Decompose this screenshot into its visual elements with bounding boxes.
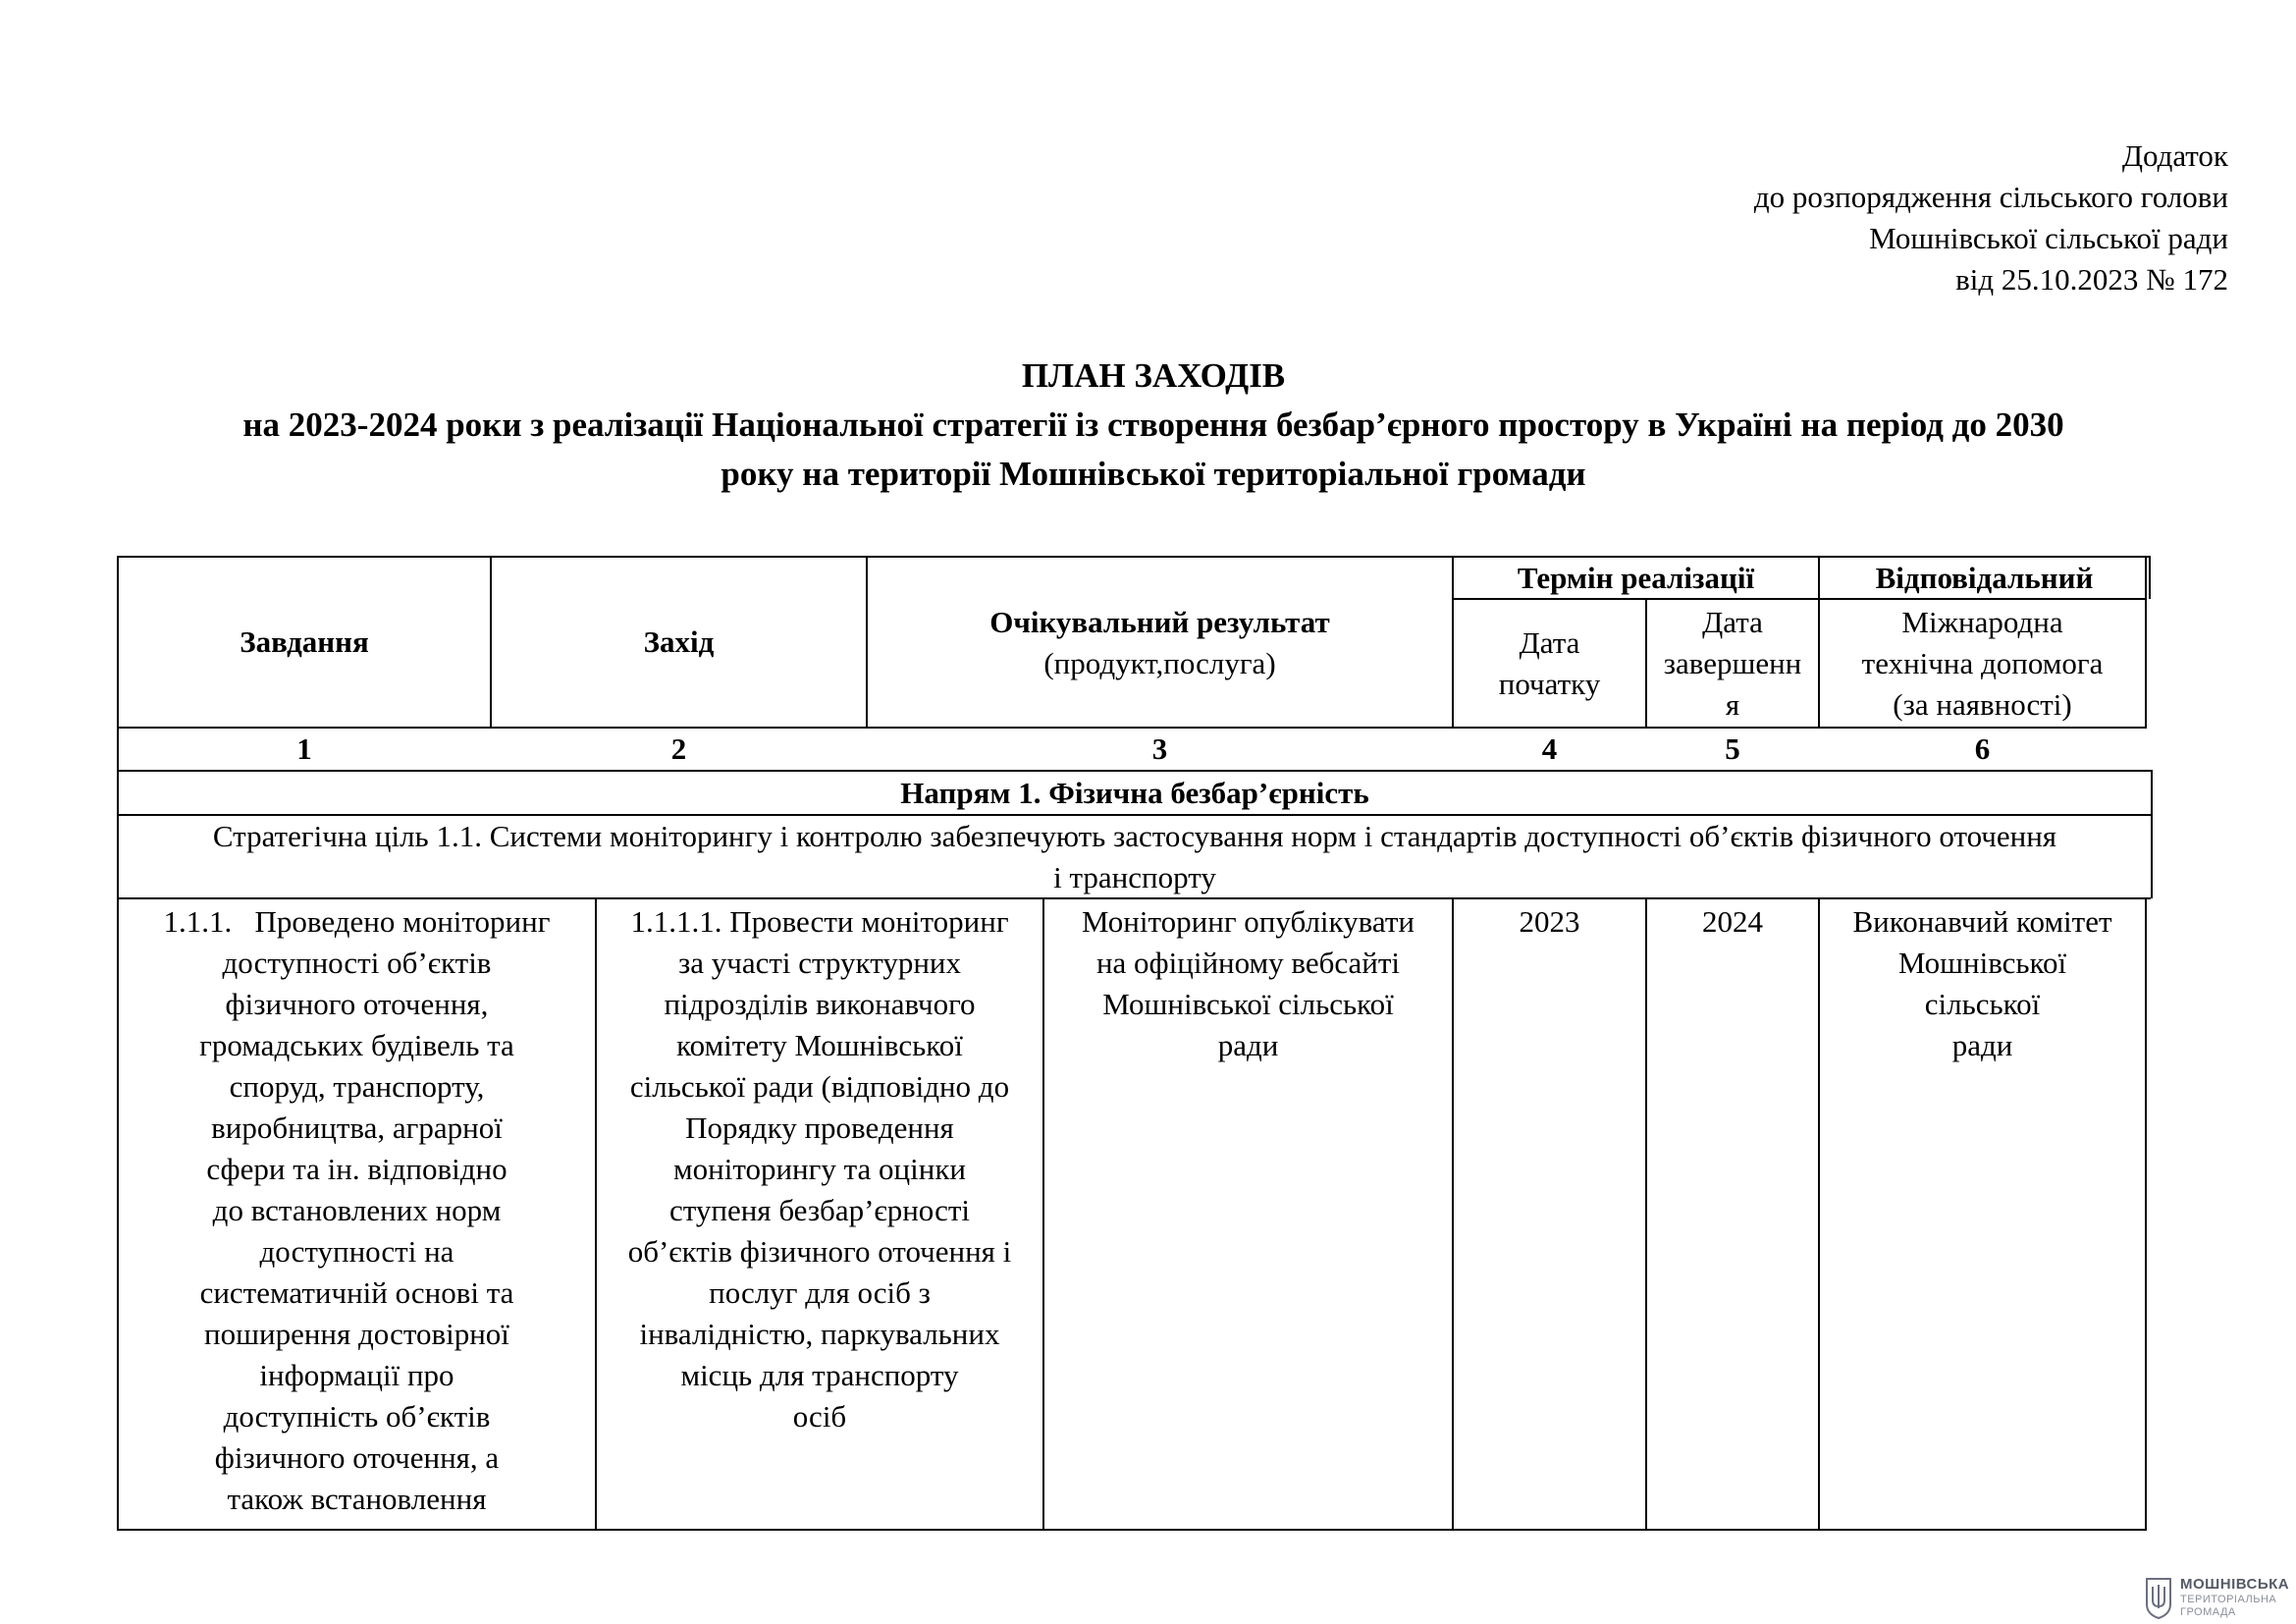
cell-text-line: споруд, транспорту, [229, 1069, 485, 1104]
result-cell [1044, 899, 1452, 1529]
cell-text-line: інформації про [259, 1358, 454, 1392]
column-number-label: 1 [296, 731, 312, 766]
column-number-label: 6 [1974, 731, 1991, 766]
appendix-block [1247, 135, 2228, 300]
responsible-cell [1820, 899, 2145, 1529]
cell-text-line: підрозділів виконавчого [664, 987, 976, 1021]
column-number [1647, 729, 1818, 770]
cell-text-line: поширення достовірної [204, 1317, 509, 1351]
header-start-line: Дата [1519, 624, 1580, 660]
title-line: на 2023-2024 роки з реалізації Національної стратегії із створення безбар’єрного простору в Україні на період до 2030 [242, 406, 2064, 444]
cell-text-line: також встановлення [227, 1482, 487, 1516]
cell-text-line: інвалідністю, паркувальних [639, 1317, 1000, 1351]
cell-text-line: доступності об’єктів [222, 946, 492, 980]
appendix-line: до розпорядження сільського голови [1753, 180, 2228, 214]
start-year-value: 2023 [1519, 904, 1580, 939]
table-rule [2149, 556, 2151, 599]
header-task-label: Завдання [240, 624, 369, 659]
header-measure-label: Захід [643, 624, 715, 659]
cell-text-line: ступеня безбар’єрності [668, 1193, 971, 1227]
header-term [1454, 558, 1818, 598]
cell-text-line: ради [1217, 1028, 1279, 1062]
logo-text: МОШНІВСЬКА [2180, 1576, 2290, 1593]
header-start-line: початку [1498, 666, 1601, 701]
strategic-goal-line: і транспорту [1053, 859, 1216, 894]
cell-text-line: громадських будівель та [199, 1028, 514, 1062]
header-aid-line: (за наявності) [1893, 686, 2072, 722]
cell-text-line: Мошнівської [1897, 946, 2067, 980]
header-term-label: Термін реалізації [1517, 560, 1755, 595]
cell-text-line: систематичній основі та [199, 1275, 514, 1310]
header-result-line: (продукт,послуга) [1043, 646, 1276, 680]
cell-text-line: сільської [1924, 987, 2041, 1021]
header-result-line: Очікувальний результат [989, 605, 1330, 639]
cell-text-line: фізичного оточення, [225, 987, 489, 1021]
header-aid-line: Міжнародна [1901, 604, 2063, 639]
task-cell [119, 899, 595, 1529]
end-year-cell [1647, 899, 1818, 1529]
header-end-line: я [1725, 686, 1740, 722]
column-number-label: 3 [1151, 731, 1168, 766]
cell-text-line: місць для транспорту [680, 1358, 959, 1392]
cell-text-line: доступність об’єктів [223, 1399, 491, 1434]
header-end-line: завершенн [1663, 645, 1802, 680]
end-year-value: 2024 [1702, 904, 1763, 939]
header-aid-line: технічна допомога [1861, 645, 2104, 680]
column-number [1454, 729, 1645, 770]
cell-text-line: 1.1.1.1. Провести моніторинг [630, 904, 1009, 939]
measure-cell [597, 899, 1042, 1529]
table-rule [2145, 897, 2147, 1531]
cell-text-line: ради [1951, 1028, 2013, 1062]
column-number [119, 729, 490, 770]
trident-emblem-icon [2143, 1575, 2174, 1620]
cell-text-line: комітету Мошнівської [676, 1028, 963, 1062]
appendix-line: Мошнівської сільської ради [1869, 221, 2228, 255]
header-responsible-label: Відповідальний [1875, 560, 2094, 595]
header-measure [492, 558, 866, 727]
appendix-line: від 25.10.2023 № 172 [1955, 262, 2228, 297]
strategic-goal [119, 816, 2151, 897]
cell-text-line: Мошнівської сільської [1102, 987, 1394, 1021]
logo-text: ГРОМАДА [2180, 1606, 2236, 1618]
logo-text: ТЕРИТОРІАЛЬНА [2180, 1594, 2277, 1605]
cell-text-line: осіб [792, 1399, 847, 1434]
column-number [1820, 729, 2145, 770]
cell-text-line: доступності на [259, 1234, 454, 1269]
cell-text-line: об’єктів фізичного оточення і [627, 1234, 1012, 1269]
cell-text-line: фізичного оточення, а [214, 1440, 500, 1475]
header-responsible [1820, 558, 2149, 598]
cell-text-line: до встановлених норм [212, 1193, 502, 1227]
cell-text-line: на офіційному вебсайті [1095, 946, 1401, 980]
direction-heading-label: Напрям 1. Фізична безбар’єрність [900, 775, 1369, 810]
cell-text-line: виробництва, аграрної [211, 1110, 503, 1145]
cell-text-line: за участі структурних [677, 946, 962, 980]
header-start-date [1454, 600, 1645, 727]
column-number-label: 5 [1725, 731, 1740, 766]
cell-text-line: послуг для осіб з [709, 1275, 931, 1310]
header-task [119, 558, 490, 727]
direction-heading [119, 772, 2151, 814]
header-end-date [1647, 600, 1818, 727]
table-rule [117, 1529, 2147, 1531]
cell-text-line: 1.1.1. Проведено моніторинг [163, 904, 551, 939]
appendix-line: Додаток [2121, 138, 2228, 173]
cell-text-line: Порядку проведення [685, 1110, 954, 1145]
header-intl-aid [1820, 600, 2145, 727]
header-end-line: Дата [1702, 604, 1763, 639]
table-rule [2151, 770, 2153, 898]
start-year-cell [1454, 899, 1645, 1529]
column-number [492, 729, 866, 770]
title-line: року на території Мошнівської територіальної громади [721, 455, 1586, 493]
strategic-goal-line: Стратегічна ціль 1.1. Системи моніторингу і контролю забезпечують застосування норм і стандартів доступності об’єктів фізичного оточення [212, 818, 2057, 853]
cell-text-line: Моніторинг опублікувати [1082, 904, 1415, 939]
cell-text-line: Виконавчий комітет [1852, 904, 2112, 939]
community-logo [2143, 1575, 2290, 1620]
cell-text-line: сільської ради (відповідно до [629, 1069, 1010, 1104]
header-result [868, 579, 1452, 707]
column-number [868, 729, 1452, 770]
column-number-label: 4 [1541, 731, 1558, 766]
cell-text-line: моніторингу та оцінки [673, 1152, 966, 1186]
cell-text-line: сфери та ін. відповідно [206, 1152, 507, 1186]
column-number-label: 2 [670, 731, 687, 766]
document-title [98, 352, 2209, 499]
title-line: ПЛАН ЗАХОДІВ [1021, 356, 1286, 395]
